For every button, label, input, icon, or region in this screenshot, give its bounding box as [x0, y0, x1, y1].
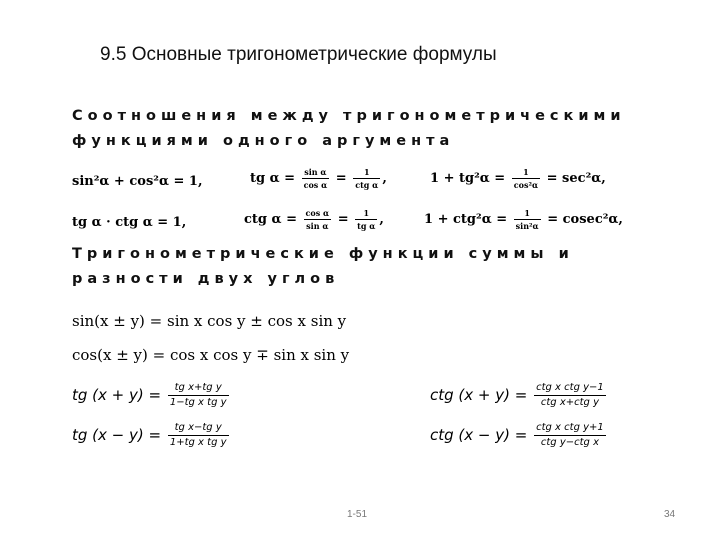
- heading-line: функциями одного аргумента: [72, 133, 455, 149]
- formula-lhs: 1 + ctg²α =: [424, 212, 508, 227]
- formula-lhs: tg α =: [250, 171, 296, 186]
- formula-lhs: ctg (x − y) =: [430, 426, 528, 444]
- section-heading-sum-difference: [72, 242, 574, 292]
- equals-sign: =: [337, 212, 349, 227]
- page-number: 34: [664, 509, 676, 520]
- comma: ,: [379, 212, 384, 227]
- formula-lhs: ctg (x + y) =: [430, 386, 528, 404]
- fraction: [355, 207, 377, 232]
- formula-lhs: tg (x + y) =: [72, 386, 162, 404]
- denominator: tg α: [357, 221, 376, 231]
- heading-line: разности двух углов: [72, 271, 340, 287]
- formula-ctg-sum: [430, 381, 608, 410]
- denominator: 1+tg x tg y: [169, 437, 227, 448]
- formula-tg-sum: [72, 381, 231, 410]
- denominator: cos²α: [513, 180, 539, 190]
- fraction: [534, 381, 606, 410]
- formula-ctg-difference: [430, 421, 608, 450]
- footer-label: 1-51: [347, 509, 368, 520]
- comma: ,: [382, 171, 387, 186]
- formula-rhs: = cosec²α,: [547, 212, 623, 227]
- formula-sin-sum: sin(x ± y) = sin x cos y ± cos x sin y: [72, 312, 347, 330]
- numerator: sin α: [302, 166, 330, 179]
- formula-tg-ctg-product: tg α · ctg α = 1,: [72, 215, 187, 230]
- heading-line: Тригонометрические функции суммы и: [72, 246, 574, 262]
- heading-line: Соотношения между тригонометрическими: [72, 108, 626, 124]
- fraction: [534, 421, 606, 450]
- denominator: cos α: [303, 180, 328, 190]
- numerator: ctg x ctg y−1: [534, 381, 606, 396]
- formula-rhs: = sec²α,: [546, 171, 606, 186]
- numerator: tg x−tg y: [168, 421, 229, 436]
- numerator: tg x+tg y: [168, 381, 229, 396]
- numerator: 1: [353, 166, 380, 179]
- denominator: ctg y−ctg x: [540, 437, 599, 448]
- numerator: 1: [512, 166, 540, 179]
- equals-sign: =: [335, 171, 347, 186]
- formula-tg-difference: [72, 421, 231, 450]
- formula-lhs: ctg α =: [244, 212, 297, 227]
- fraction: [353, 166, 380, 191]
- fraction: [514, 207, 541, 232]
- fraction: [168, 381, 229, 410]
- fraction: [512, 166, 540, 191]
- numerator: 1: [514, 207, 541, 220]
- numerator: cos α: [305, 208, 330, 218]
- formula-lhs: tg (x − y) =: [72, 426, 162, 444]
- denominator: ctg x+ctg y: [540, 397, 599, 408]
- denominator: sin α: [306, 221, 329, 231]
- fraction: [304, 207, 332, 232]
- formula-one-plus-ctg-squared: [424, 207, 623, 232]
- formula-ctg-definition: [244, 207, 384, 232]
- formula-cos-sum: cos(x ± y) = cos x cos y ∓ sin x sin y: [72, 346, 350, 364]
- formula-lhs: 1 + tg²α =: [430, 171, 506, 186]
- numerator: ctg x ctg y+1: [534, 421, 606, 436]
- page-title: 9.5 Основные тригонометрические формулы: [100, 44, 497, 65]
- fraction: [302, 166, 330, 191]
- formula-one-plus-tg-squared: [430, 166, 606, 191]
- section-heading-relations: [72, 104, 626, 154]
- formula-pythagorean: sin²α + cos²α = 1,: [72, 174, 203, 189]
- denominator: sin²α: [515, 221, 539, 231]
- formula-tg-definition: [250, 166, 387, 191]
- fraction: [168, 421, 229, 450]
- numerator: 1: [355, 207, 377, 220]
- denominator: ctg α: [355, 180, 379, 190]
- denominator: 1−tg x tg y: [169, 397, 227, 408]
